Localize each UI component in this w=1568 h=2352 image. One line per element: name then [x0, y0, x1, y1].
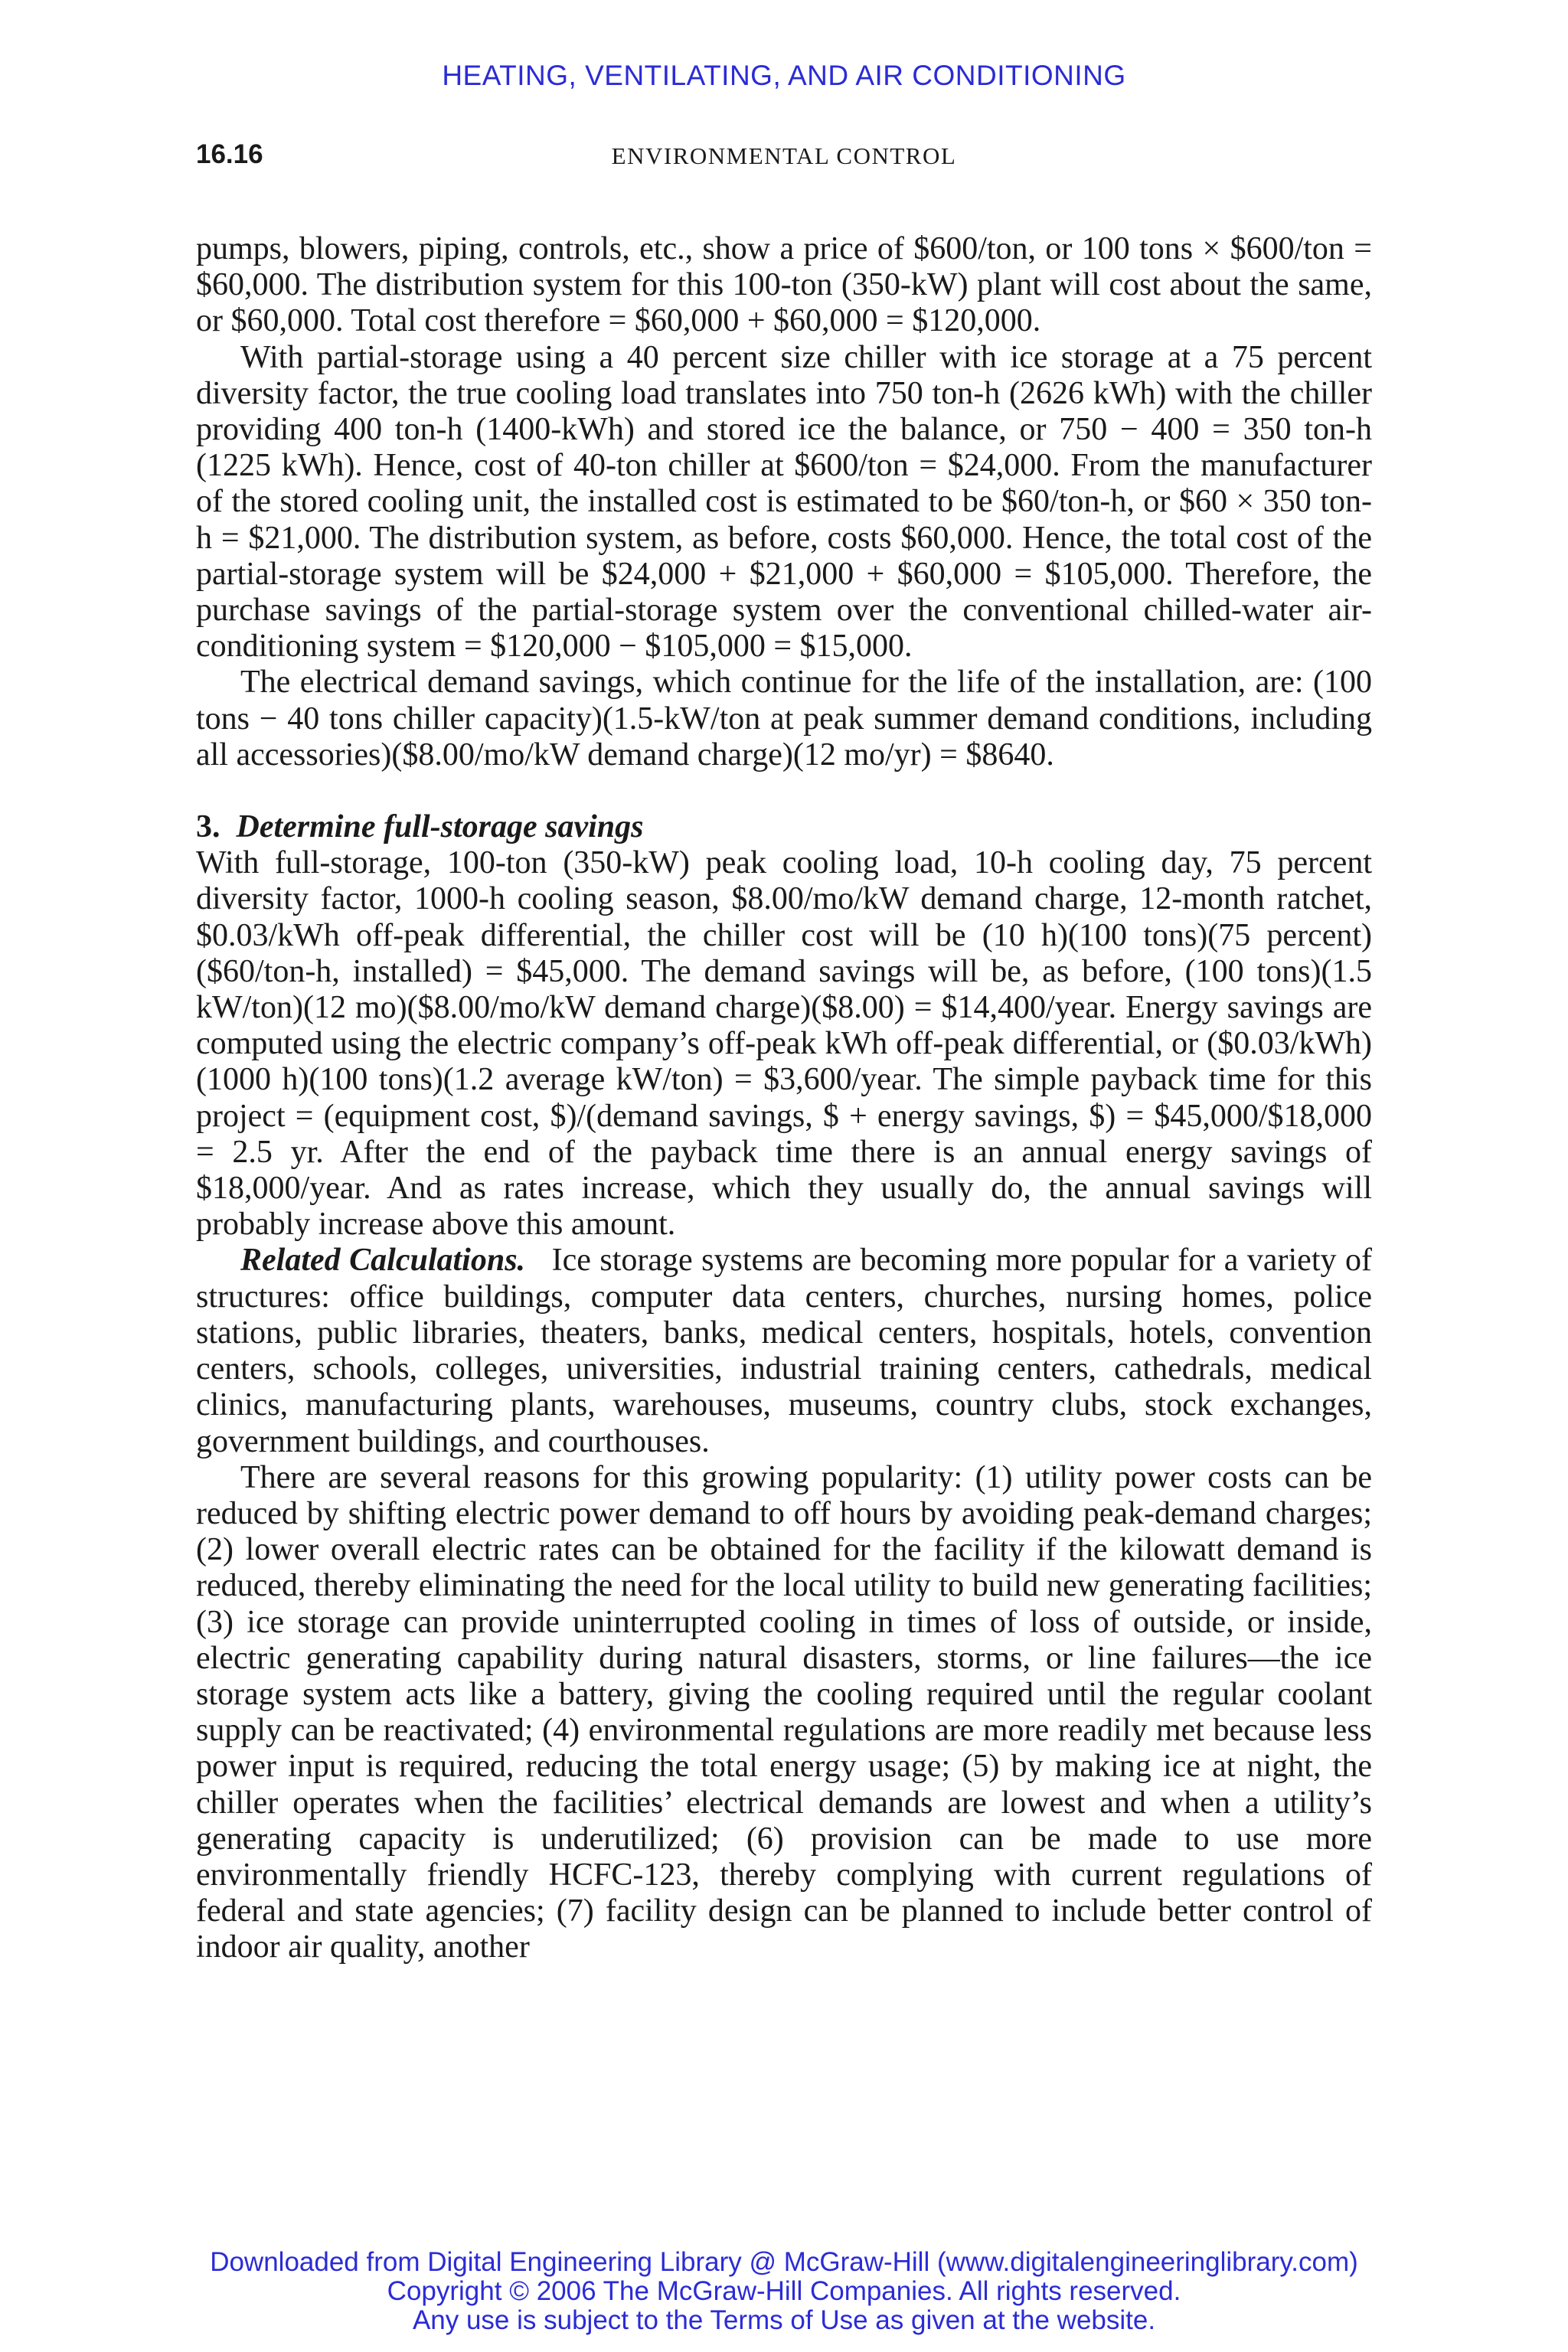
paragraph-related-calculations	[196, 1243, 1372, 1459]
step-title: Determine full-storage savings	[236, 809, 644, 845]
paragraph-full-storage: With full-storage, 100-ton (350-kW) peak cooling load, 10-h cooling day, 75 percent diversity factor, 1000-h cooling season, $8.00/mo/kW demand charge, 12-month ratchet, $0.03/kWh off-peak differential, the chiller cost will be (10 h)(100 tons)(75 percent)($60/ton-h, installed) = $45,000. The demand savings will be, as before, (100 tons)(1.5 kW/ton)(12 mo)($8.00/mo/kW demand charge)($8.00) = $14,400/year. Energy savings are computed using the electric company’s off-peak kWh off-peak differential, or ($0.03/kWh)(1000 h)(100 tons)(1.2 average kW/ton) = $3,600/year. The simple payback time for this project = (equipment cost, $)/(demand savings, $ + energy savings, $) = $45,000/$18,000 = 2.5 yr. After the end of the payback time there is an annual energy savings of $18,000/year. And as rates increase, which they usually do, the annual savings will probably increase above this amount.	[196, 845, 1372, 1243]
step-number: 3.	[196, 809, 220, 845]
footer-terms: Any use is subject to the Terms of Use as given at the website.	[412, 2305, 1156, 2335]
paragraph-reasons: There are several reasons for this growing popularity: (1) utility power costs can be reduced by shifting electric power demand to off hours by avoiding peak-demand charges; (2) lower overall electric rates can be obtained for the facility if the kilowatt demand is reduced, thereby eliminating the need for the local utility to build new generating facilities; (3) ice storage can provide uninterrupted cooling in times of loss of outside, or inside, electric generating capability during natural disasters, storms, or line failures—the ice storage system acts like a battery, giving the cooling required until the regular coolant supply can be reactivated; (4) environmental regulations are more readily met because less power input is required, reducing the total energy usage; (5) by making ice at night, the chiller operates when the facilities’ electrical demands are lowest and when a utility’s generating capacity is underutilized; (6) provision can be made to use more environmentally friendly HCFC-123, thereby complying with current regulations of federal and state agencies; (7) facility design can be planned to include better control of indoor air quality, another	[196, 1459, 1372, 1965]
paragraph-cost-continued: pumps, blowers, piping, controls, etc., show a price of $600/ton, or 100 tons × $600/ton = $60,000. The distribution system for this 100-ton (350-kW) plant will cost about the same, or $60,000. Total cost therefore = $60,000 + $60,000 = $120,000.	[196, 231, 1372, 339]
paragraph-partial-storage: With partial-storage using a 40 percent size chiller with ice storage at a 75 percent diversity factor, the true cooling load translates into 750 ton-h (2626 kWh) with the chiller providing 400 ton-h (1400-kWh) and stored ice the balance, or 750 − 400 = 350 ton-h (1225 kWh). Hence, cost of 40-ton chiller at $600/ton = $24,000. From the manufacturer of the stored cooling unit, the installed cost is estimated to be $60/ton-h, or $60 × 350 ton-h = $21,000. The distribution system, as before, costs $60,000. Hence, the total cost of the partial-storage system will be $24,000 + $21,000 + $60,000 = $105,000. Therefore, the purchase savings of the partial-storage system over the conventional chilled-water air-conditioning system = $120,000 − $105,000 = $15,000.	[196, 339, 1372, 665]
book-title-banner: HEATING, VENTILATING, AND AIR CONDITIONING	[442, 60, 1126, 91]
paragraph-demand-savings: The electrical demand savings, which continue for the life of the installation, are: (100 tons − 40 tons chiller capacity)(1.5-kW/ton at peak summer demand conditions, including all accessories)($8.00/mo/kW demand charge)(12 mo/yr) = $8640.	[196, 665, 1372, 773]
footer-download-link[interactable]: Downloaded from Digital Engineering Library @ McGraw-Hill (www.digitalengineeringlibrary.com)	[210, 2247, 1358, 2277]
section-title: ENVIRONMENTAL CONTROL	[611, 142, 957, 169]
related-calculations-heading: Related Calculations.	[240, 1243, 526, 1279]
related-calculations-text: Ice storage systems are becoming more popular for a variety of structures: office buildings, computer data centers, churches, nursing homes, police stations, public libraries, theaters, banks, medical centers, hospitals, hotels, convention centers, schools, colleges, universities, industrial training centers, cathedrals, medical clinics, manufacturing plants, warehouses, museums, country clubs, stock exchanges, government buildings, and courthouses.	[196, 1243, 1372, 1459]
page-body	[196, 231, 1372, 1966]
running-head	[196, 139, 1372, 178]
page-number: 16.16	[196, 139, 263, 169]
step-heading	[196, 809, 1372, 845]
footer-copyright: Copyright © 2006 The McGraw-Hill Companies. All rights reserved.	[387, 2276, 1181, 2306]
copyright-footer	[0, 2248, 1568, 2335]
